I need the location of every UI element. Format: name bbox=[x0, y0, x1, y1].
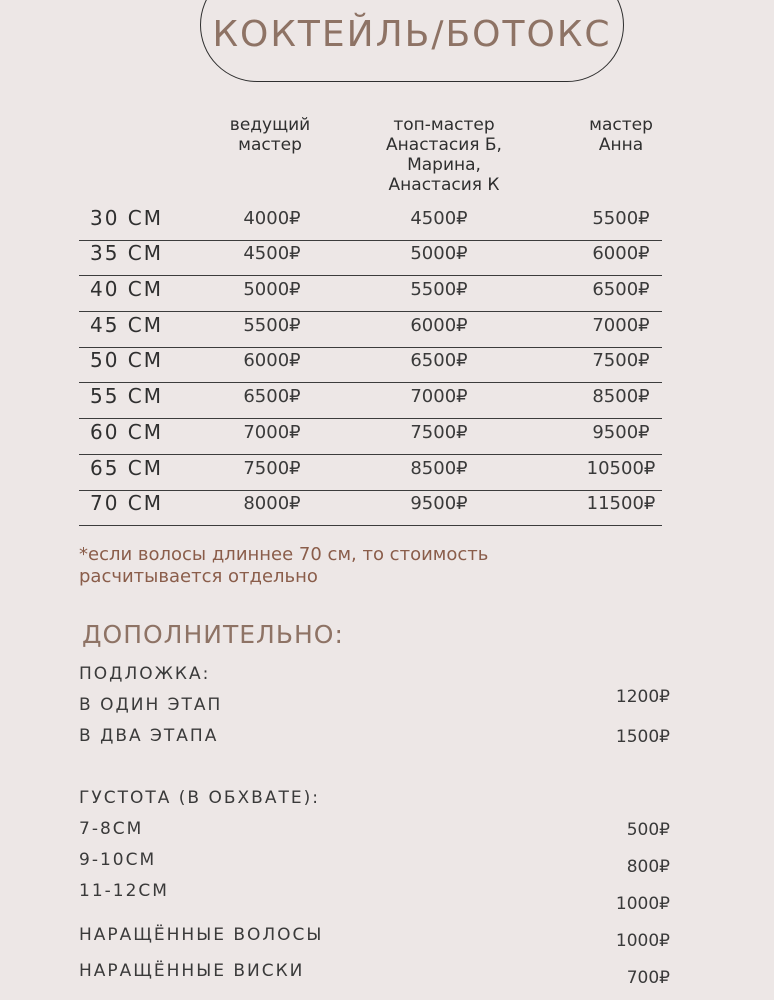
price-cell: 5500₽ bbox=[243, 315, 301, 336]
one-stage-label: В ОДИН ЭТАП bbox=[79, 695, 223, 715]
underlay-heading: ПОДЛОЖКА: bbox=[79, 664, 211, 684]
price-cell: 7500₽ bbox=[410, 422, 468, 443]
two-stage-label: В ДВА ЭТАПА bbox=[79, 726, 219, 746]
table-row bbox=[79, 347, 662, 383]
density-9-10-label: 9-10СМ bbox=[79, 850, 157, 870]
length-cell: 70 СМ bbox=[90, 491, 164, 515]
price-cell: 4000₽ bbox=[243, 208, 301, 229]
price-cell: 6500₽ bbox=[410, 350, 468, 371]
table-row bbox=[79, 383, 662, 419]
price-cell: 10500₽ bbox=[586, 458, 656, 479]
price-cell: 11500₽ bbox=[586, 493, 656, 514]
table-row bbox=[79, 419, 662, 455]
density-11-12-label: 11-12СМ bbox=[79, 881, 169, 901]
price-cell: 6500₽ bbox=[592, 279, 650, 300]
two-stage-price: 1500₽ bbox=[615, 727, 670, 747]
table-row bbox=[79, 455, 662, 491]
length-cell: 50 СМ bbox=[90, 348, 164, 372]
price-cell: 4500₽ bbox=[410, 208, 468, 229]
table-row bbox=[79, 490, 662, 526]
price-cell: 7000₽ bbox=[592, 315, 650, 336]
column-header-lead-master: ведущий мастер bbox=[229, 115, 311, 155]
price-cell: 7000₽ bbox=[243, 422, 301, 443]
price-cell: 7000₽ bbox=[410, 386, 468, 407]
additional-section-title: ДОПОЛНИТЕЛЬНО: bbox=[82, 620, 344, 649]
length-cell: 60 СМ bbox=[90, 420, 164, 444]
table-row bbox=[79, 240, 662, 276]
price-cell: 6000₽ bbox=[410, 315, 468, 336]
extended-temples-price: 700₽ bbox=[626, 968, 670, 988]
density-7-8-label: 7-8СМ bbox=[79, 819, 144, 839]
price-cell: 5000₽ bbox=[410, 243, 468, 264]
price-cell: 9500₽ bbox=[410, 493, 468, 514]
column-header-top-master: топ-мастер Анастасия Б, Марина, Анастасия К bbox=[386, 115, 502, 195]
length-cell: 30 СМ bbox=[90, 206, 164, 230]
length-cell: 65 СМ bbox=[90, 456, 164, 480]
price-cell: 4500₽ bbox=[243, 243, 301, 264]
price-cell: 8000₽ bbox=[243, 493, 301, 514]
length-cell: 40 СМ bbox=[90, 277, 164, 301]
column-header-master-anna: мастер Анна bbox=[589, 115, 653, 155]
length-cell: 35 СМ bbox=[90, 241, 164, 265]
extended-temples-label: НАРАЩЁННЫЕ ВИСКИ bbox=[79, 961, 305, 981]
price-cell: 8500₽ bbox=[592, 386, 650, 407]
long-hair-note: *если волосы длиннее 70 см, то стоимость расчитывается отдельно bbox=[79, 544, 489, 587]
table-row bbox=[79, 312, 662, 348]
density-7-8-price: 500₽ bbox=[626, 820, 670, 840]
price-cell: 5500₽ bbox=[410, 279, 468, 300]
price-cell: 6500₽ bbox=[243, 386, 301, 407]
density-heading: ГУСТОТА (В ОБХВАТЕ): bbox=[79, 788, 320, 808]
price-cell: 6000₽ bbox=[243, 350, 301, 371]
extended-hair-price: 1000₽ bbox=[615, 931, 670, 951]
price-cell: 6000₽ bbox=[592, 243, 650, 264]
table-row bbox=[79, 276, 662, 312]
page-title: КОКТЕЙЛЬ/БОТОКС bbox=[212, 14, 612, 55]
price-cell: 7500₽ bbox=[592, 350, 650, 371]
length-cell: 45 СМ bbox=[90, 313, 164, 337]
price-cell: 9500₽ bbox=[592, 422, 650, 443]
density-11-12-price: 1000₽ bbox=[615, 894, 670, 914]
price-cell: 5000₽ bbox=[243, 279, 301, 300]
extended-hair-label: НАРАЩЁННЫЕ ВОЛОСЫ bbox=[79, 925, 324, 945]
one-stage-price: 1200₽ bbox=[615, 687, 670, 707]
price-cell: 8500₽ bbox=[410, 458, 468, 479]
density-9-10-price: 800₽ bbox=[626, 857, 670, 877]
table-row bbox=[79, 205, 662, 241]
price-cell: 7500₽ bbox=[243, 458, 301, 479]
length-cell: 55 СМ bbox=[90, 384, 164, 408]
price-cell: 5500₽ bbox=[592, 208, 650, 229]
